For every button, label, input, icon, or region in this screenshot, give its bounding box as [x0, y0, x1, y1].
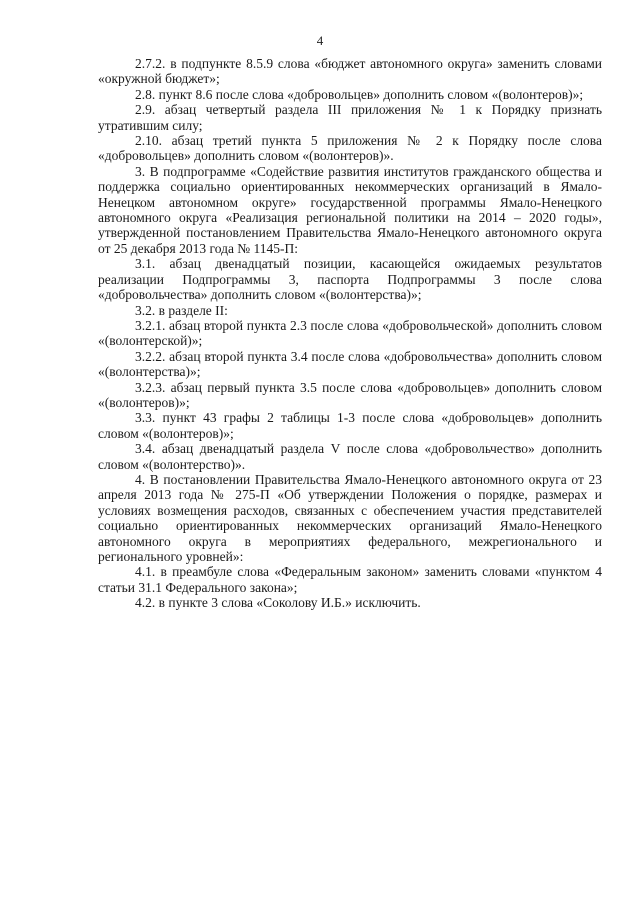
paragraph-2-10: 2.10. абзац третий пункта 5 приложения № 2 к Порядку после слова «добровольцев» дополнить словом «(волонтеров)». [98, 133, 602, 164]
paragraph-2-8: 2.8. пункт 8.6 после слова «добровольцев» дополнить словом «(волонтеров)»; [135, 86, 584, 102]
paragraph-4: 4. В постановлении Правительства Ямало-Ненецкого автономного округа от 23 апреля 2013 года № 275-П «Об утверждении Положения о порядке, размерах и условиях возмещения расходов, связанных с обеспечением участия представителей социально ориентированных некоммерческих организаций Ямало-Ненецкого автономного округа в мероприятиях федерального, межрегионального и регионального уровней»: [98, 471, 602, 564]
paragraph-3-1: 3.1. абзац двенадцатый позиции, касающейся ожидаемых результатов реализации Подпрограммы 3, паспорта Подпрограммы 3 после слова «добровольчества» дополнить словом «(волонтерства)»; [98, 256, 602, 303]
paragraph-3: 3. В подпрограмме «Содействие развития институтов гражданского общества и поддержка социально ориентированных некоммерческих организаций в Ямало-Ненецком автономном округе» государственной программы Ямало-Ненецкого автономного округа «Реализация региональной политики на 2014 – 2020 годы», утвержденной постановлением Правительства Ямало-Ненецкого автономного округа от 25 декабря 2013 года № 1145-П: [98, 163, 602, 256]
paragraph-3-2-2: 3.2.2. абзац второй пункта 3.4 после слова «добровольчества» дополнить словом «(волонтерства)»; [98, 348, 602, 380]
paragraph-3-4: 3.4. абзац двенадцатый раздела V после слова «добровольчество» дополнить словом «(волонтерство)». [98, 441, 602, 472]
paragraph-2-9: 2.9. абзац четвертый раздела III приложения № 1 к Порядку признать утратившим силу; [98, 102, 602, 133]
paragraph-2-7-2: 2.7.2. в подпункте 8.5.9 слова «бюджет автономного округа» заменить словами «окружной бюджет»; [98, 56, 602, 87]
paragraph-3-3: 3.3. пункт 43 графы 2 таблицы 1-3 после слова «добровольцев» дополнить словом «(волонтеров)»; [98, 410, 602, 441]
paragraph-3-2-3: 3.2.3. абзац первый пункта 3.5 после слова «добровольцев» дополнить словом «(волонтеров)»; [98, 379, 602, 410]
paragraph-3-2: 3.2. в разделе II: [135, 302, 228, 318]
paragraph-4-1: 4.1. в преамбуле слова «Федеральным законом» заменить словами «пунктом 4 статьи 31.1 Федерального закона»; [98, 564, 602, 595]
paragraph-4-2: 4.2. в пункте 3 слова «Соколову И.Б.» исключить. [135, 595, 421, 611]
paragraph-3-2-1: 3.2.1. абзац второй пункта 2.3 после слова «добровольческой» дополнить словом «(волонтерской)»; [98, 317, 602, 349]
page-number: 4 [316, 33, 324, 48]
document-body [98, 56, 602, 611]
